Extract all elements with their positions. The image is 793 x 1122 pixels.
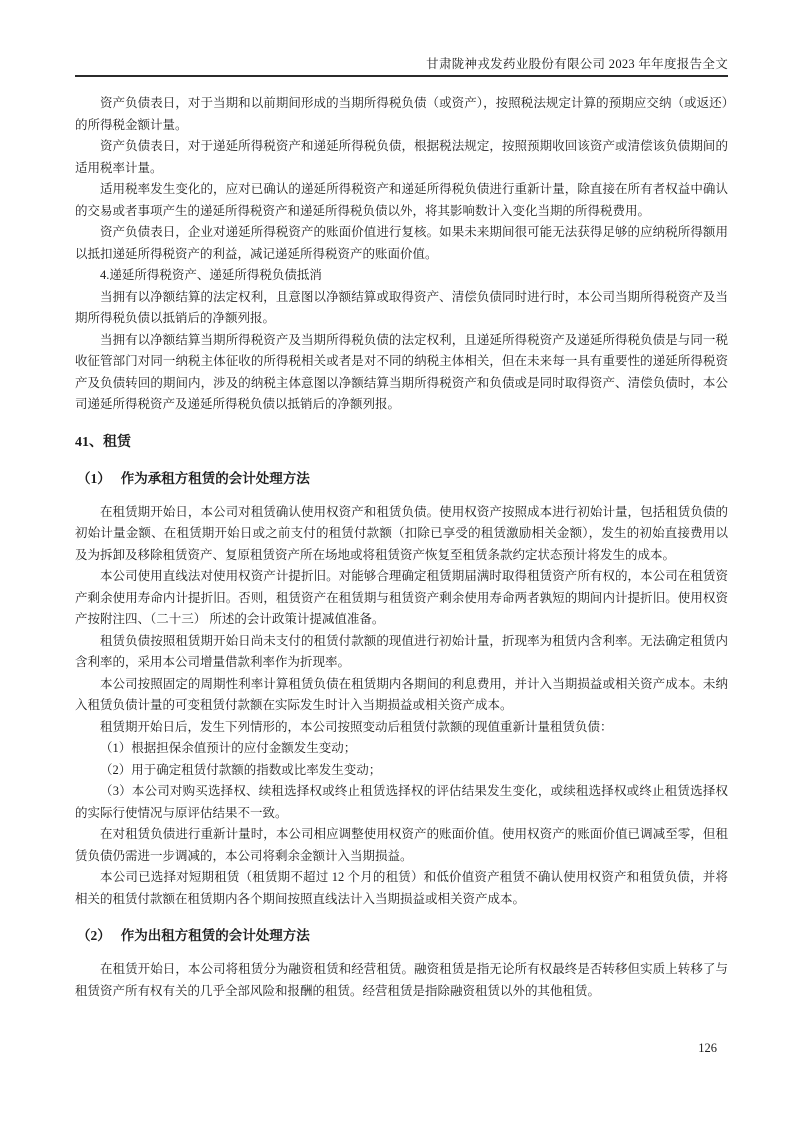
paragraph: 资产负债表日，对于当期和以前期间形成的当期所得税负债（或资产），按照税法规定计算的预期应交纳（或返还）的所得税金额计量。 [75, 96, 728, 132]
paragraph: 租赁负债按照租赁期开始日尚未支付的租赁付款额的现值进行初始计量，折现率为租赁内含利率。无法确定租赁内含利率的，采用本公司增量借款利率作为折现率。 [75, 633, 728, 669]
document-body [75, 77, 728, 1002]
subsection-heading-lessee [75, 469, 728, 489]
paragraph: （2）用于确定租赁付款额的指数或比率发生变动； [100, 762, 382, 777]
paragraph: 适用税率发生变化的，应对已确认的递延所得税资产和递延所得税负债进行重新计量，除直接在所有者权益中确认的交易或者事项产生的递延所得税资产和递延所得税负债以外，将其影响数计入变化当期的所得税费用。 [75, 182, 728, 218]
paragraph: 本公司按照固定的周期性利率计算租赁负债在租赁期内各期间的利息费用，并计入当期损益或相关资产成本。未纳入租赁负债计量的可变租赁付款额在实际发生时计入当期损益或相关资产成本。 [75, 676, 728, 712]
paragraph: 在租赁期开始日，本公司对租赁确认使用权资产和租赁负债。使用权资产按照成本进行初始计量，包括租赁负债的初始计量金额、在租赁期开始日或之前支付的租赁付款额（扣除已享受的租赁激励相关金额），发生的初始直接费用以及为拆卸及移除租赁资产、复原租赁资产所在场地或将租赁资产恢复至租赁条款约定状态预计将发生的成本。 [75, 504, 728, 562]
paragraph: （3）本公司对购买选择权、续租选择权或终止租赁选择权的评估结果发生变化，或续租选择权或终止租赁选择权的实际行使情况与原评估结果不一致。 [75, 784, 728, 820]
paragraph: 租赁期开始日后，发生下列情形的，本公司按照变动后租赁付款额的现值重新计量租赁负债： [100, 719, 613, 734]
paragraph: 当拥有以净额结算当期所得税资产及当期所得税负债的法定权利，且递延所得税资产及递延所得税负债是与同一税收征管部门对同一纳税主体征收的所得税相关或者是对不同的纳税主体相关，但在未来每一具有重要性的递延所得税资产及负债转回的期间内，涉及的纳税主体意图以净额结算当期所得税资产和负债或是同时取得资产、清偿负债时，本公司递延所得税资产及递延所得税负债以抵销后的净额列报。 [75, 332, 728, 411]
subsection-title: 作为出租方租赁的会计处理方法 [120, 928, 310, 943]
paragraph: 在租赁开始日，本公司将租赁分为融资租赁和经营租赁。融资租赁是指无论所有权最终是否转移但实质上转移了与租赁资产所有权有关的几乎全部风险和报酬的租赁。经营租赁是指除融资租赁以外的其他租赁。 [75, 962, 728, 998]
subsection-number: （1） [77, 470, 111, 486]
section-heading-lease: 41、租赁 [75, 434, 131, 450]
paragraph: 在对租赁负债进行重新计量时，本公司相应调整使用权资产的账面价值。使用权资产的账面价值已调减至零，但租赁负债仍需进一步调减的，本公司将剩余金额计入当期损益。 [75, 827, 728, 863]
paragraph: 资产负债表日，对于递延所得税资产和递延所得税负债，根据税法规定，按照预期收回该资产或清偿该负债期间的适用税率计量。 [75, 139, 728, 175]
page-header [75, 0, 728, 77]
paragraph: 本公司已选择对短期租赁（租赁期不超过 12 个月的租赁）和低价值资产租赁不确认使用权资产和租赁负债，并将相关的租赁付款额在租赁期内各个期间按照直线法计入当期损益或相关资产成本。 [75, 870, 728, 906]
paragraph: 本公司使用直线法对使用权资产计提折旧。对能够合理确定租赁期届满时取得租赁资产所有权的，本公司在租赁资产剩余使用寿命内计提折旧。否则，租赁资产在租赁期与租赁资产剩余使用寿命两者孰短的期间内计提折旧。使用权资产按附注四、（二十三） 所述的会计政策计提减值准备。 [75, 569, 728, 626]
paragraph: 4.递延所得税资产、递延所得税负债抵消 [100, 268, 322, 282]
paragraph: 资产负债表日，企业对递延所得税资产的账面价值进行复核。如果未来期间很可能无法获得足够的应纳税所得额用以抵扣递延所得税资产的利益，减记递延所得税资产的账面价值。 [75, 225, 728, 261]
page-number: 126 [698, 1041, 717, 1055]
subsection-number: （2） [77, 928, 111, 943]
subsection-heading-lessor [75, 926, 728, 946]
header-title: 甘肃陇神戎发药业股份有限公司 2023 年年度报告全文 [426, 57, 728, 71]
paragraph: （1）根据担保余值预计的应付金额发生变动； [100, 741, 357, 755]
subsection-title: 作为承租方租赁的会计处理方法 [120, 470, 310, 486]
paragraph: 当拥有以净额结算的法定权利，且意图以净额结算或取得资产、清偿负债同时进行时，本公司当期所得税资产及当期所得税负债以抵销后的净额列报。 [75, 289, 728, 325]
